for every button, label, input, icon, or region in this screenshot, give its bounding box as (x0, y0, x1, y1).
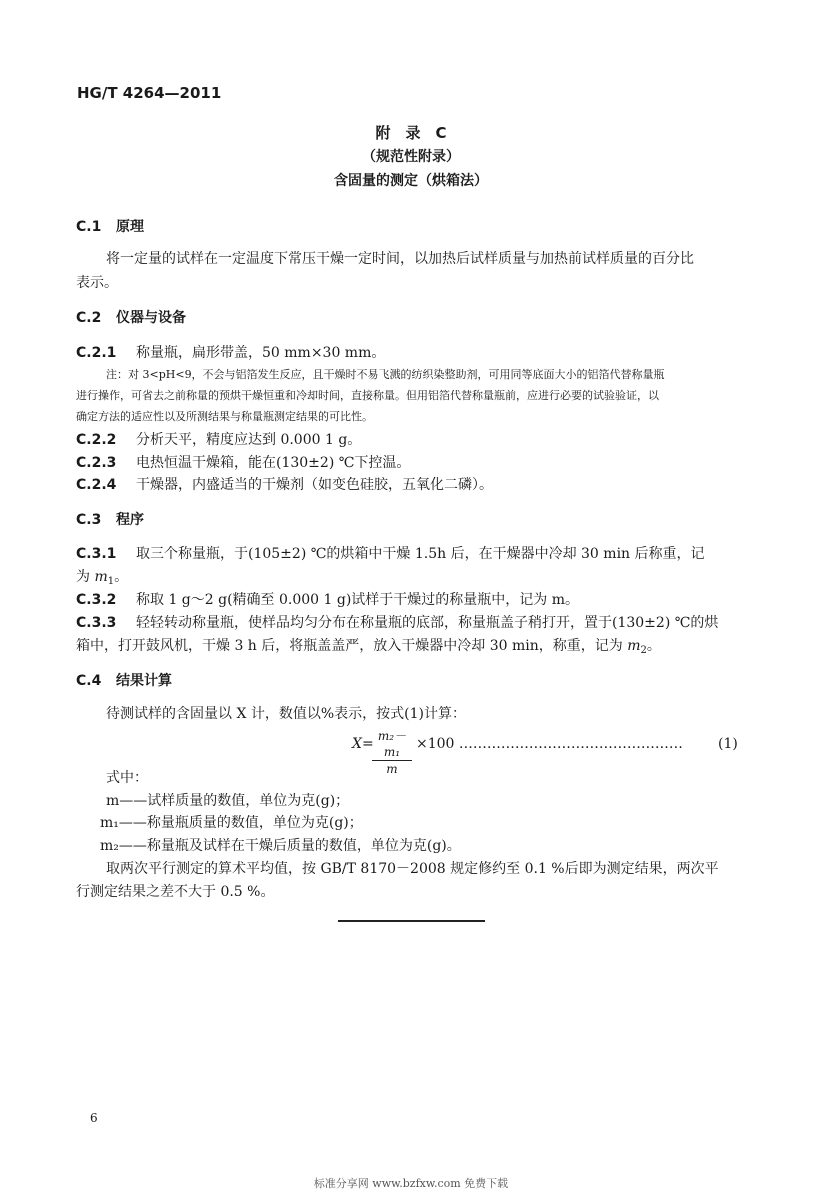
item-number: C.2.1 (76, 345, 117, 361)
text-fragment: 。 (646, 638, 661, 654)
section-c3-heading (76, 509, 144, 529)
c2-note-line3: 确定方法的适应性以及所测结果与称量瓶测定结果的可比性。 (76, 410, 373, 423)
item-text: 称取 1 g～2 g(精确至 0.000 1 g)试样于干燥过的称量瓶中，记为 m。 (136, 592, 580, 608)
definition-m1: m₁——称量瓶质量的数值，单位为克(g)； (100, 815, 363, 831)
item-number: C.2.4 (76, 477, 117, 493)
variable-m: m (627, 638, 641, 654)
text-fragment: 。 (114, 569, 129, 585)
c2-note-line2: 进行操作，可省去之前称量的预烘干燥恒重和冷却时间，直接称量。但用铝箔代替称量瓶前，应进行必要的试验验证，以 (76, 389, 659, 402)
item-number: C.3.2 (76, 592, 117, 608)
footer-watermark: 标准分享网 www.bzfxw.com 免费下载 (313, 1177, 509, 1190)
section-title: 仪器与设备 (116, 310, 186, 326)
formula-number: (1) (718, 736, 738, 752)
item-text: 干燥器，内盛适当的干燥剂（如变色硅胶，五氧化二磷）。 (136, 477, 493, 493)
end-rule (338, 920, 485, 922)
item-number: C.3.1 (76, 546, 117, 562)
c3-3-line1 (76, 612, 718, 632)
section-title: 结果计算 (116, 673, 172, 689)
text-fragment: 为 (76, 569, 95, 585)
c2-2-item (76, 429, 361, 449)
formula-fraction (372, 728, 412, 777)
text-fragment: 箱中，打开鼓风机，干燥 3 h 后，将瓶盖盖严，放入干燥器中冷却 30 min，称重，记为 (76, 638, 628, 654)
c2-1-item (76, 342, 385, 362)
section-c2-heading (76, 307, 186, 327)
appendix-subtitle: 含固量的测定（烘箱法） (334, 173, 488, 189)
page-number: 6 (90, 1111, 98, 1125)
c3-3-line2 (76, 635, 661, 656)
section-c4-heading (76, 670, 172, 690)
section-number: C.3 (76, 512, 102, 528)
section-c1-heading (76, 216, 144, 236)
c1-paragraph-line1: 将一定量的试样在一定温度下常压干燥一定时间，以加热后试样质量与加热前试样质量的百分比 (106, 251, 694, 267)
standard-code: HG/T 4264—2011 (77, 84, 222, 102)
definition-m: m——试样质量的数值，单位为克(g)； (106, 793, 350, 809)
formula-lhs: X= (352, 736, 374, 752)
formula-denominator: m (386, 762, 398, 776)
appendix-title: 附 录 C (375, 124, 447, 142)
section-number: C.1 (76, 219, 102, 235)
item-number: C.2.3 (76, 455, 117, 471)
final-paragraph-line1: 取两次平行测定的算术平均值，按 GB/T 8170－2008 规定修约至 0.1 %后即为测定结果，两次平 (106, 861, 719, 877)
subscript: 2 (640, 645, 647, 656)
c2-3-item (76, 452, 410, 472)
subscript: 1 (107, 576, 115, 587)
item-text: 电热恒温干燥箱，能在(130±2) ℃下控温。 (136, 455, 411, 471)
section-title: 程序 (116, 512, 144, 528)
section-title: 原理 (116, 219, 144, 235)
item-text: 轻轻转动称量瓶，使样品均匀分布在称量瓶的底部，称量瓶盖子稍打开，置于(130±2) ℃的烘 (136, 615, 719, 631)
section-number: C.2 (76, 310, 102, 326)
item-number: C.2.2 (76, 432, 117, 448)
where-label: 式中： (106, 770, 148, 786)
c4-intro: 待测试样的含固量以 X 计，数值以%表示，按式(1)计算： (106, 706, 466, 722)
c3-1-line2 (76, 566, 128, 587)
c2-4-item (76, 474, 493, 494)
item-number: C.3.3 (76, 615, 117, 631)
item-text: 取三个称量瓶，于(105±2) ℃的烘箱中干燥 1.5h 后，在干燥器中冷却 30 min 后称重，记 (136, 546, 705, 562)
formula-rhs: ×100 ………………………………………… (416, 736, 683, 752)
item-text: 分析天平，精度应达到 0.000 1 g。 (136, 432, 362, 448)
appendix-type: （规范性附录） (362, 149, 460, 165)
definition-m2: m₂——称量瓶及试样在干燥后质量的数值，单位为克(g)。 (100, 838, 461, 854)
c1-paragraph-line2: 表示。 (76, 275, 118, 291)
variable-m: m (94, 569, 108, 585)
c3-2-item (76, 589, 579, 609)
c2-note-line1: 注：对 3<pH<9，不会与铝箔发生反应，且干燥时不易飞溅的纺织染整助剂，可用同等底面大小的铝箔代替称量瓶 (106, 368, 665, 381)
c3-1-line1 (76, 543, 705, 563)
item-text: 称量瓶，扁形带盖，50 mm×30 mm。 (136, 345, 386, 361)
formula-numerator: m₂－m₁ (372, 728, 412, 761)
section-number: C.4 (76, 673, 102, 689)
final-paragraph-line2: 行测定结果之差不大于 0.5 %。 (76, 884, 275, 900)
